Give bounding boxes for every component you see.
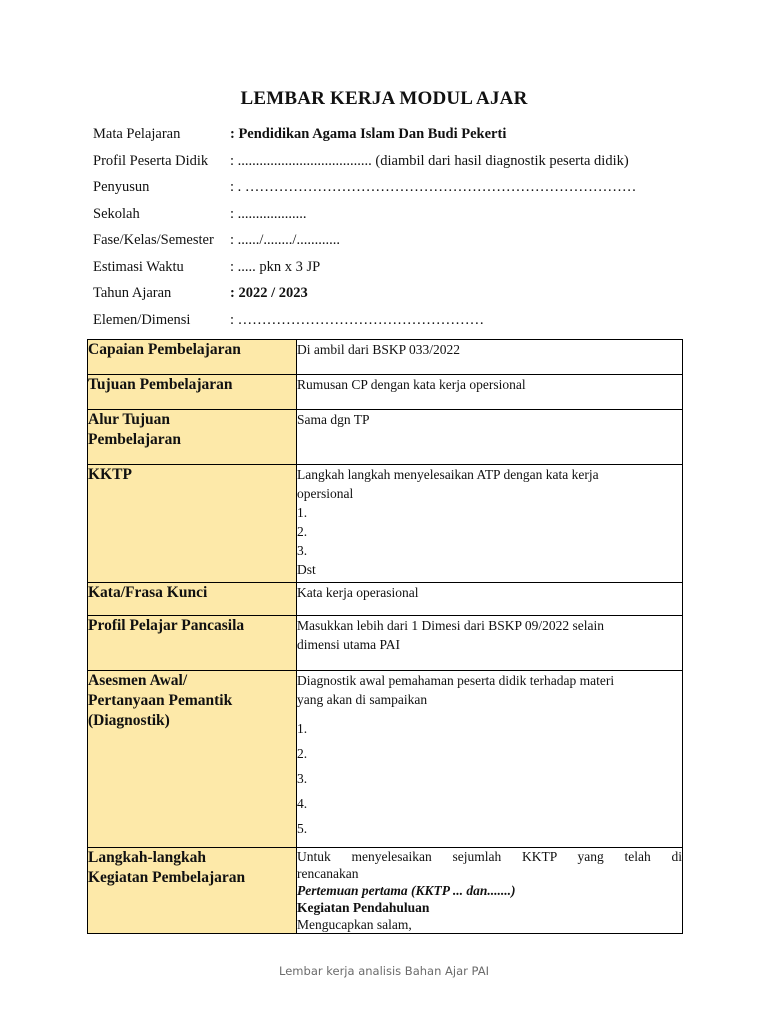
row-value-profil [297, 616, 683, 671]
row-value-langkah [297, 848, 683, 934]
row-value-asesmen [297, 671, 683, 848]
row-label-profil: Profil Pelajar Pancasila [88, 616, 297, 671]
value-line: Langkah langkah menyelesaikan ATP dengan kata kerja [297, 467, 599, 482]
meta-value: : 2022 / 2023 [230, 285, 308, 301]
meta-row-profil-peserta-didik [93, 153, 713, 180]
label-line: Asesmen Awal/ [88, 672, 188, 689]
label-line: (Diagnostik) [88, 712, 170, 729]
meta-row-tahun-ajaran [93, 285, 713, 312]
list-item: 1. [297, 505, 308, 520]
row-label-tujuan: Tujuan Pembelajaran [88, 375, 297, 410]
page-footer: Lembar kerja analisis Bahan Ajar PAI [279, 964, 489, 978]
list-item: Dst [297, 562, 316, 577]
value-line-subheading: Kegiatan Pendahuluan [297, 900, 430, 915]
document-title: LEMBAR KERJA MODUL AJAR [240, 88, 528, 109]
value-line: opersional [297, 486, 354, 501]
row-label-kktp: KKTP [88, 465, 297, 583]
list-item: 5. [297, 821, 308, 836]
row-value-alur: Sama dgn TP [297, 410, 683, 465]
meta-info-block [93, 126, 713, 338]
meta-value: : ..................................... (diambil dari hasil diagnostik peserta didik) [230, 152, 629, 169]
meta-value: : . ……………………………………………………………………… [230, 179, 637, 195]
row-value-tujuan: Rumusan CP dengan kata kerja opersional [297, 375, 683, 410]
row-label-kata: Kata/Frasa Kunci [88, 583, 297, 616]
value-line: yang akan di sampaikan [297, 692, 428, 707]
meta-row-penyusun [93, 179, 713, 206]
meta-label: Estimasi Waktu [93, 258, 184, 275]
value-line: rencanakan [297, 866, 359, 881]
list-item: 3. [297, 771, 308, 786]
label-line: Pembelajaran [88, 431, 181, 448]
row-value-kktp [297, 465, 683, 583]
table-row-alur [88, 410, 683, 465]
meta-value: : ................... [230, 205, 307, 222]
modul-ajar-table [87, 339, 683, 934]
row-value-capaian: Di ambil dari BSKP 033/2022 [297, 340, 683, 375]
meta-label: Mata Pelajaran [93, 126, 181, 142]
meta-row-fase-kelas-semester [93, 232, 713, 259]
row-label-alur [88, 410, 297, 465]
table-row-asesmen [88, 671, 683, 848]
table-row-kktp [88, 465, 683, 583]
value-line: Mengucapkan salam, [297, 917, 412, 932]
value-line: Masukkan lebih dari 1 Dimesi dari BSKP 09/2022 selain [297, 618, 604, 633]
table-row-profil [88, 616, 683, 671]
list-item: 2. [297, 746, 308, 761]
list-item: 4. [297, 796, 308, 811]
value-line: Diagnostik awal pemahaman peserta didik terhadap materi [297, 673, 615, 688]
list-item: 2. [297, 524, 308, 539]
label-line: Kegiatan Pembelajaran [88, 869, 246, 886]
table-row-langkah [88, 848, 683, 934]
meta-label: Fase/Kelas/Semester [93, 232, 214, 248]
row-label-capaian: Capaian Pembelajaran [88, 340, 297, 375]
meta-label: Penyusun [93, 179, 150, 195]
meta-value: : Pendidikan Agama Islam Dan Budi Pekerti [230, 126, 507, 142]
label-line: Pertanyaan Pemantik [88, 692, 233, 709]
table-row-tujuan [88, 375, 683, 410]
list-item: 1. [297, 721, 308, 736]
value-line-meeting: Pertemuan pertama (KKTP ... dan.......) [297, 883, 516, 898]
meta-row-sekolah [93, 206, 713, 233]
meta-value: : ..... pkn x 3 JP [230, 258, 321, 275]
row-value-kata: Kata kerja operasional [297, 583, 683, 616]
meta-label: Tahun Ajaran [93, 285, 172, 301]
value-line: Untuk menyelesaikan sejumlah KKTP yang telah di [297, 849, 682, 864]
meta-label: Elemen/Dimensi [93, 311, 191, 328]
meta-label: Profil Peserta Didik [93, 152, 209, 169]
meta-value: : ....../......../............ [230, 232, 340, 248]
meta-label: Sekolah [93, 205, 140, 222]
row-label-langkah [88, 848, 297, 934]
meta-row-mata-pelajaran [93, 126, 713, 153]
table-row-kata [88, 583, 683, 616]
row-label-asesmen [88, 671, 297, 848]
list-item: 3. [297, 543, 308, 558]
meta-row-estimasi-waktu [93, 259, 713, 286]
label-line: Langkah-langkah [88, 849, 207, 866]
label-line: Alur Tujuan [88, 411, 171, 428]
meta-row-elemen-dimensi [93, 312, 713, 339]
table-row-capaian [88, 340, 683, 375]
meta-value: : …………………………………………… [230, 311, 485, 328]
value-line: dimensi utama PAI [297, 637, 400, 652]
